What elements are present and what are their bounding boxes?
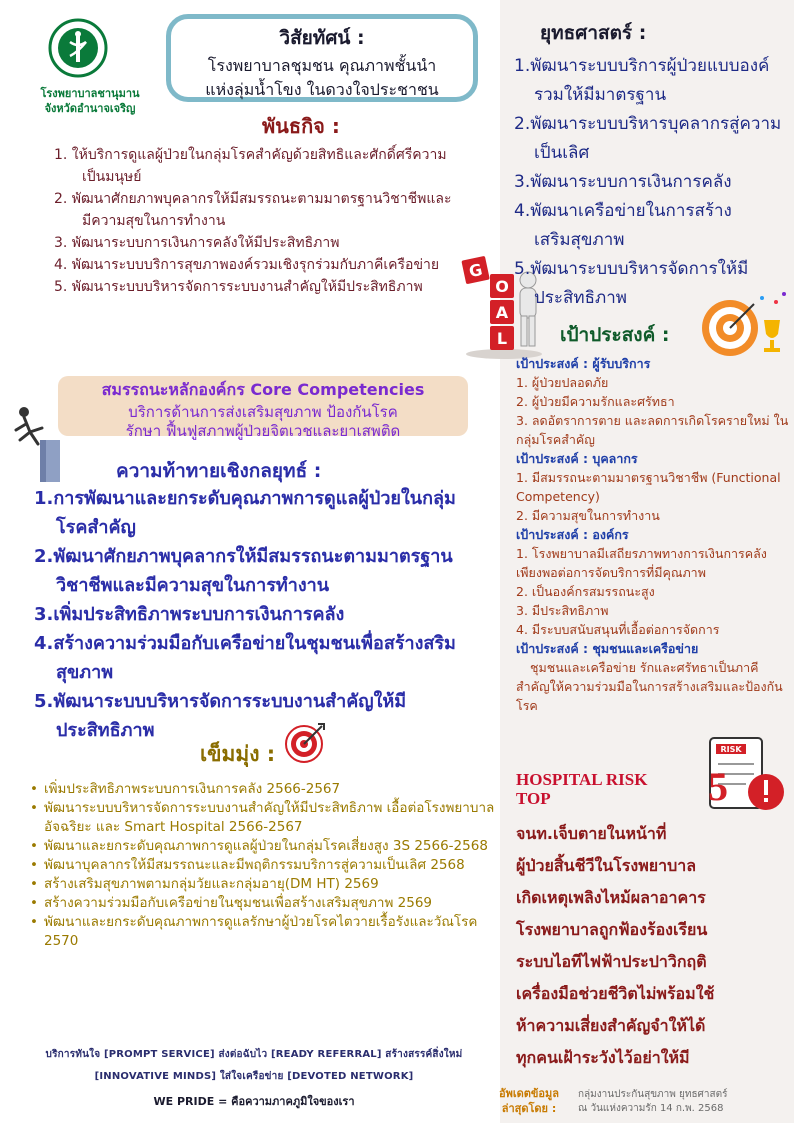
- objective-line: 1. โรงพยาบาลมีเสถียรภาพทางการเงินการคลังเพียงพอต่อการจัดบริการที่มีคุณภาพ: [516, 546, 767, 580]
- objective-line: 2. ผู้ป่วยมีความรักและศรัทธา: [516, 394, 675, 409]
- risk-item-7: ห้าความเสี่ยงสำคัญจำให้ได้: [516, 1016, 706, 1035]
- update-label: [490, 1086, 568, 1116]
- hospital-name-line2: จังหวัดอำนาจเจริญ: [44, 102, 136, 115]
- objective-line: 1. มีสมรรถนะตามมาตรฐานวิชาชีพ (Functional Competency): [516, 470, 781, 504]
- mission-item-2: 2. พัฒนาศักยภาพบุคลากรให้มีสมรรถนะตามมาตรฐานวิชาชีพและมีความสุขในการทำงาน: [54, 191, 452, 229]
- runner-hurdle-icon: [12, 404, 62, 484]
- focus-title: เข็มมุ่ง :: [200, 742, 276, 766]
- focus-item-1: • เพิ่มประสิทธิภาพระบบการเงินการคลัง 2566-2567: [28, 780, 500, 799]
- risk-item-6: เครื่องมือช่วยชีวิตไม่พร้อมใช้: [516, 984, 715, 1003]
- motto-block: [14, 1044, 494, 1088]
- risk-item-2: ผู้ป่วยสิ้นชีวีในโรงพยาบาล: [516, 856, 697, 875]
- challenge-title: ความท้าทายเชิงกลยุทธ์ :: [116, 460, 322, 482]
- risk-item-4: โรงพยาบาลถูกฟ้องร้องเรียน: [516, 920, 708, 939]
- core-line2: รักษา ฟื้นฟูสภาพผู้ป่วยจิตเวชและยาเสพติด: [125, 422, 401, 440]
- focus-item-3: • พัฒนาและยกระดับคุณภาพการดูแลผู้ป่วยในกลุ่มโรคเสี่ยงสูง 3S 2566-2568: [28, 837, 500, 856]
- update-text: [578, 1088, 788, 1116]
- core-title: สมรรถนะหลักองค์กร Core Competencies: [101, 380, 425, 399]
- focus-item-4: • พัฒนาบุคลากรให้มีสมรรถนะและมีพฤติกรรมบริการสู่ความเป็นเลิศ 2568: [28, 856, 500, 875]
- goal-letter-a: A: [495, 303, 509, 322]
- hospital-name: [30, 86, 150, 116]
- mission-item-5: 5. พัฒนาระบบบริหารจัดการระบบงานสำคัญให้มีประสิทธิภาพ: [54, 279, 423, 295]
- core-competencies-box: [58, 376, 468, 440]
- vision-box: [166, 14, 478, 102]
- challenge-item-3: 3.เพิ่มประสิทธิภาพระบบการเงินการคลัง: [34, 604, 345, 625]
- objective-heading-staff: เป้าประสงค์ : บุคลากร: [516, 451, 638, 466]
- motto-line2: [INNOVATIVE MINDS] ใส่ใจเครือข่าย [DEVOTED NETWORK]: [94, 1071, 414, 1082]
- risk-clipboard-icon: [696, 734, 788, 822]
- objective-line: ชุมชนและเครือข่าย รักและศรัทธาเป็นภาคีสำคัญให้ความร่วมมือในการสร้างเสริมและป้องกันโรค: [516, 660, 783, 713]
- risk-item-5: ระบบไอทีไฟฟ้าประปาวิกฤติ: [516, 952, 707, 971]
- mission-title: พันธกิจ :: [262, 114, 340, 138]
- objective-heading-community: เป้าประสงค์ : ชุมชนและเครือข่าย: [516, 641, 699, 656]
- strategy-item-1: 1.พัฒนาระบบบริการผู้ป่วยแบบองค์รวมให้มีมาตรฐาน: [514, 56, 770, 105]
- mission-item-3: 3. พัฒนาระบบการเงินการคลังให้มีประสิทธิภาพ: [54, 235, 340, 251]
- goal-letter-g: G: [467, 259, 485, 282]
- focus-item-6: • สร้างความร่วมมือกับเครือข่ายในชุมชนเพื่อสร้างเสริมสุขภาพ 2569: [28, 894, 500, 913]
- strategy-item-3: 3.พัฒนาระบบการเงินการคลัง: [514, 172, 732, 192]
- strategy-item-5: 5.พัฒนาระบบบริหารจัดการให้มีประสิทธิภาพ: [514, 259, 749, 308]
- objectives-list: [516, 354, 791, 715]
- objective-line: 4. มีระบบสนับสนุนที่เอื้อต่อการจัดการ: [516, 622, 720, 637]
- risk-title-line1: HOSPITAL RISK: [516, 770, 648, 789]
- challenge-list: [34, 484, 478, 745]
- risk-badge-label: RISK: [720, 745, 742, 754]
- mission-item-4: 4. พัฒนาระบบบริการสุขภาพองค์รวมเชิงรุกร่วมกับภาคีเครือข่าย: [54, 257, 440, 273]
- risk-item-1: จนท.เจ็บตายในหน้าที่: [516, 824, 667, 843]
- objective-heading-clients: เป้าประสงค์ : ผู้รับบริการ: [516, 356, 651, 371]
- risk-title: [516, 770, 716, 808]
- focus-item-2: • พัฒนาระบบบริหารจัดการระบบงานสำคัญให้มีประสิทธิภาพ เอื้อต่อโรงพยาบาลอัจฉริยะ และ Smart Hospital 2566-2567: [28, 799, 500, 837]
- mission-list: [54, 144, 454, 298]
- update-text-line2: ณ วันแห่งความรัก 14 ก.พ. 2568: [578, 1103, 724, 1114]
- motto-line1: บริการทันใจ [PROMPT SERVICE] ส่งต่อฉับไว [READY REFERRAL] สร้างสรรค์สิ่งใหม่: [45, 1049, 463, 1060]
- focus-list: [28, 780, 500, 951]
- objective-line: 2. มีความสุขในการทำงาน: [516, 508, 660, 523]
- challenge-item-1: 1.การพัฒนาและยกระดับคุณภาพการดูแลผู้ป่วยในกลุ่มโรคสำคัญ: [34, 488, 456, 538]
- objective-line: 3. มีประสิทธิภาพ: [516, 603, 609, 618]
- we-pride-text: WE PRIDE = คือความภาคภูมิใจของเรา: [153, 1095, 355, 1108]
- challenge-item-4: 4.สร้างความร่วมมือกับเครือข่ายในชุมชนเพื่อสร้างสริมสุขภาพ: [34, 633, 456, 683]
- challenge-item-2: 2.พัฒนาศักยภาพบุคลากรให้มีสมรรถนะตามมาตรฐานวิชาชีพและมีความสุขในการทำงาน: [34, 546, 453, 596]
- hospital-name-line1: โรงพยาบาลชานุมาน: [40, 87, 140, 100]
- challenge-item-5: 5.พัฒนาระบบบริหารจัดการระบบงานสำคัญให้มีประสิทธิภาพ: [34, 691, 407, 741]
- focus-item-7: • พัฒนาและยกระดับคุณภาพการดูแลรักษาผู้ป่วยโรคไตวายเรื้อรังและวัณโรค 2570: [28, 913, 500, 951]
- objective-line: 2. เป็นองค์กรสมรรถนะสูง: [516, 584, 655, 599]
- goal-letter-o: O: [495, 277, 509, 296]
- ministry-logo-icon: [48, 18, 108, 78]
- strategy-title: ยุทธศาสตร์ :: [540, 22, 647, 44]
- target-dart-icon: [284, 722, 326, 764]
- core-line1: บริการด้านการส่งเสริมสุขภาพ ป้องกันโรค: [128, 403, 398, 421]
- objective-line: 1. ผู้ป่วยปลอดภัย: [516, 375, 609, 390]
- strategy-item-2: 2.พัฒนาระบบบริหารบุคลากรสู่ความเป็นเลิศ: [514, 114, 782, 163]
- strategy-item-4: 4.พัฒนาเครือข่ายในการสร้างเสริมสุขภาพ: [514, 201, 732, 250]
- vision-line1: โรงพยาบาลชุมชน คุณภาพชั้นนำ: [207, 56, 437, 75]
- target-trophy-icon: [694, 290, 790, 360]
- risk-badge-number: 5: [708, 764, 728, 809]
- goal-letter-l: L: [496, 329, 508, 348]
- mission-item-1: 1. ให้บริการดูแลผู้ป่วยในกลุ่มโรคสำคัญด้วยสิทธิและศักดิ์ศรีความเป็นมนุษย์: [54, 147, 447, 185]
- update-label-line2: ล่าสุดโดย :: [501, 1102, 557, 1115]
- risk-list: [516, 818, 791, 1074]
- update-label-line1: อัพเดตข้อมูล: [498, 1087, 560, 1100]
- risk-item-3: เกิดเหตุเพลิงไหม้ผลาอาคาร: [516, 888, 706, 907]
- risk-item-8: ทุกคนเฝ้าระวังไว้อย่าให้มี: [516, 1048, 690, 1067]
- focus-item-5: • สร้างเสริมสุขภาพตามกลุ่มวัยและกลุ่มอายุ(DM HT) 2569: [28, 875, 500, 894]
- strategy-list: [514, 52, 789, 313]
- risk-title-line2: TOP: [516, 789, 551, 808]
- objectives-title: เป้าประสงค์ :: [560, 324, 670, 346]
- objective-line: 3. ลดอัตราการตาย และลดการเกิดโรครายใหม่ ในกลุ่มโรคสำคัญ: [516, 413, 789, 447]
- update-text-line1: กลุ่มงานประกันสุขภาพ ยุทธศาสตร์: [578, 1089, 728, 1100]
- vision-line2: แห่งลุ่มน้ำโขง ในดวงใจประชาชน: [205, 80, 439, 99]
- vision-title: วิสัยทัศน์ :: [279, 27, 365, 49]
- objective-heading-organization: เป้าประสงค์ : องค์กร: [516, 527, 629, 542]
